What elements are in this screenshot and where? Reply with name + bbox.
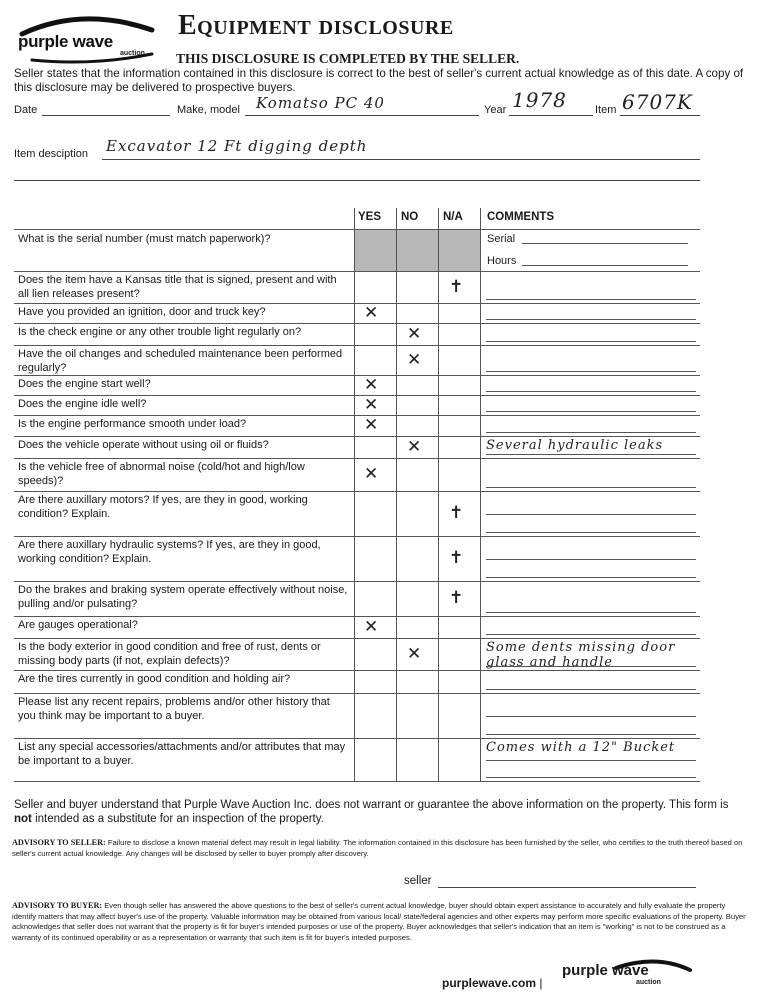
- answer-cell-no[interactable]: [398, 581, 439, 616]
- description-field-line2[interactable]: [14, 180, 700, 181]
- no-header: NO: [401, 211, 419, 223]
- answer-cell-no[interactable]: [398, 395, 439, 415]
- hours-field[interactable]: [522, 265, 688, 266]
- comment-text: Comes with a 12" Bucket: [486, 740, 676, 755]
- answer-cell-na[interactable]: [440, 638, 481, 670]
- check-mark-yes: ✕: [364, 415, 379, 435]
- answer-cell-yes[interactable]: [355, 738, 396, 781]
- year-label: Year: [484, 104, 507, 116]
- logo-subtext: auction: [120, 50, 145, 57]
- hours-label: Hours: [487, 255, 517, 267]
- comment-line[interactable]: [486, 411, 696, 412]
- advisory-seller-text: Failure to disclose a known material defect may result in legal liability. The information contained in this disclosure has been furnished by the seller, who certifies to the truth thereof based on seller's current actual knowledge. Any changes will be disclosed by seller to buyer promply after discovery.: [12, 838, 743, 858]
- answer-cell-na[interactable]: [440, 458, 481, 491]
- check-mark-no: ✕: [407, 436, 422, 457]
- date-label: Date: [14, 104, 38, 116]
- answer-cell-yes[interactable]: [355, 271, 396, 303]
- question-text: What is the serial number (must match paperwork)?: [18, 233, 271, 245]
- answer-cell-na[interactable]: [440, 616, 481, 638]
- footer-logo-text: purple wave: [562, 962, 649, 979]
- answer-cell-yes[interactable]: [355, 581, 396, 616]
- answer-cell-yes[interactable]: [355, 436, 396, 458]
- page-title: [178, 10, 454, 42]
- answer-cell-no[interactable]: [398, 415, 439, 436]
- description-value: Excavator 12 Ft digging depth: [106, 137, 368, 155]
- check-mark-na: ✝: [449, 588, 464, 608]
- date-field[interactable]: [42, 115, 170, 116]
- comment-line[interactable]: [486, 341, 696, 342]
- warranty-pre: Seller and buyer understand that Purple Wave Auction Inc. does not warrant or guarantee the above information on the property. This form is: [14, 799, 729, 811]
- question-text: Please list any recent repairs, problems and/or other history that you think may be important to a buyer.: [18, 696, 330, 722]
- answer-cell-na[interactable]: [440, 693, 481, 738]
- item-label: Item: [595, 104, 617, 116]
- answer-cell-yes[interactable]: [355, 491, 396, 536]
- answer-cell-no[interactable]: [398, 303, 439, 323]
- question-text: List any special accessories/attachments and/or attributes that may be important to a buyer.: [18, 741, 346, 767]
- advisory-buyer-label: ADVISORY TO BUYER:: [12, 901, 103, 910]
- answer-cell-no[interactable]: [398, 271, 439, 303]
- question-text: Is the vehicle free of abnormal noise (cold/hot and high/low speeds)?: [18, 461, 305, 487]
- check-mark-yes: ✕: [364, 302, 379, 323]
- item-field[interactable]: [620, 115, 700, 116]
- comment-line[interactable]: [486, 514, 696, 515]
- answer-cell-na[interactable]: [440, 436, 481, 458]
- check-mark-yes: ✕: [364, 374, 379, 395]
- comments-header: COMMENTS: [487, 211, 555, 223]
- comment-line[interactable]: [486, 689, 696, 690]
- check-mark-no: ✕: [407, 349, 422, 370]
- item-value: 6707K: [622, 90, 693, 114]
- answer-cell-na[interactable]: [440, 375, 481, 395]
- comment-line[interactable]: [486, 299, 696, 300]
- question-text: Is the engine performance smooth under load?: [18, 418, 247, 430]
- page-subtitle: THIS DISCLOSURE IS COMPLETED BY THE SELLER.: [176, 51, 520, 66]
- answer-cell-na[interactable]: [440, 303, 481, 323]
- answer-cell-no[interactable]: [398, 491, 439, 536]
- description-field[interactable]: [102, 159, 700, 160]
- na-header: N/A: [443, 211, 463, 223]
- comment-text: Several hydraulic leaks: [486, 438, 664, 453]
- warranty-post: intended as a substitute for an inspection of the property.: [31, 813, 324, 825]
- answer-cell-na[interactable]: [440, 395, 481, 415]
- footer-logo-subtext: auction: [636, 979, 661, 986]
- description-label: Item desciption: [14, 148, 88, 160]
- answer-cell-no[interactable]: [398, 693, 439, 738]
- make-model-label: Make, model: [177, 104, 240, 116]
- comment-line[interactable]: [486, 532, 696, 533]
- check-mark-na: ✝: [449, 548, 464, 568]
- serial-label: Serial: [487, 233, 516, 245]
- comment-line[interactable]: [486, 734, 696, 735]
- seller-signature-label: seller: [404, 875, 432, 887]
- advisory-to-buyer: [12, 901, 750, 943]
- row-divider: [14, 781, 700, 782]
- advisory-to-seller: [12, 838, 750, 859]
- answer-cell-yes[interactable]: [355, 345, 396, 375]
- question-text: Are there auxillary motors? If yes, are they in good, working condition? Explain.: [18, 494, 308, 520]
- comment-line[interactable]: [486, 777, 696, 778]
- check-mark-na: ✝: [449, 503, 464, 523]
- question-text: Are the tires currently in good condition and holding air?: [18, 673, 291, 685]
- answer-cell-yes[interactable]: [355, 638, 396, 670]
- check-mark-no: ✕: [407, 643, 422, 664]
- comment-line[interactable]: [486, 559, 696, 560]
- question-text: Does the item have a Kansas title that is signed, present and with all lien releases present?: [18, 274, 337, 300]
- advisory-seller-label: ADVISORY TO SELLER:: [12, 838, 106, 847]
- comment-line[interactable]: [486, 432, 696, 433]
- question-text: Have the oil changes and scheduled maintenance been performed regularly?: [18, 348, 343, 374]
- answer-cell-yes[interactable]: [355, 670, 396, 693]
- yes-header: YES: [358, 211, 382, 223]
- answer-cell-na: [440, 229, 481, 271]
- question-text: Does the engine idle well?: [18, 398, 147, 410]
- check-mark-na: ✝: [449, 276, 464, 297]
- make-model-field[interactable]: [245, 115, 479, 116]
- question-text: Are gauges operational?: [18, 619, 138, 631]
- answer-cell-no[interactable]: [398, 670, 439, 693]
- question-text: Is the body exterior in good condition and free of rust, dents or missing body parts (if not, explain defects)?: [18, 641, 321, 667]
- question-text: Does the engine start well?: [18, 378, 151, 390]
- check-mark-no: ✕: [407, 323, 422, 344]
- answer-cell-no[interactable]: [398, 458, 439, 491]
- year-value: 1978: [512, 88, 567, 112]
- make-model-value: Komatso PC 40: [256, 94, 385, 112]
- comment-line[interactable]: [486, 716, 696, 717]
- answer-cell-yes: [355, 229, 396, 271]
- comment-line[interactable]: [486, 454, 696, 455]
- answer-cell-no: [398, 229, 439, 271]
- answer-cell-na[interactable]: [440, 415, 481, 436]
- seller-statement: Seller states that the information contained in this disclosure is correct to the best of seller's current actual knowledge as of this date. A copy of this disclosure may be delivered to prospective buyers.: [14, 67, 744, 94]
- answer-cell-na[interactable]: [440, 345, 481, 375]
- answer-cell-yes[interactable]: [355, 536, 396, 581]
- seller-signature-field[interactable]: [438, 887, 696, 888]
- answer-cell-no[interactable]: [398, 738, 439, 781]
- answer-cell-na[interactable]: [440, 323, 481, 345]
- check-mark-yes: ✕: [364, 616, 379, 637]
- answer-cell-na[interactable]: [440, 670, 481, 693]
- comment-line[interactable]: [486, 319, 696, 320]
- answer-cell-no[interactable]: [398, 616, 439, 638]
- footer-logo: [556, 958, 696, 998]
- check-mark-yes: ✕: [364, 394, 379, 415]
- advisory-buyer-text: Even though seller has answered the above questions to the best of seller's current actual knowledge, buyer should obtain expert assistance to accurately and fully evaluate the property identify matters that may affect buyer's use of the property. Valuable information may be obtained from various local/ state/federal agencies and other experts may perform more specific evaluations of the property. Buyer acknowledges that seller does not warrant that the property is fit for buyer's intended purposes or use of the property. Buyer acknowledges that seller's indication that an item is "working" is not to be construed as a warranty of its continued operability or as a representation or warranty that such item is fit for buyer's inteded purposes.: [12, 901, 746, 942]
- question-text: Do the brakes and braking system operate effectively without noise, pulling and/or pulsating?: [18, 584, 348, 610]
- year-field[interactable]: [509, 115, 593, 116]
- warranty-statement: [14, 798, 744, 826]
- comment-text: Some dents missing door glass and handle: [486, 640, 676, 670]
- check-mark-yes: ✕: [364, 464, 379, 484]
- question-text: Is the check engine or any other trouble light regularly on?: [18, 326, 302, 338]
- website-link[interactable]: purplewave.com |: [442, 976, 543, 990]
- comment-line[interactable]: [486, 634, 696, 635]
- website-text[interactable]: purplewave.com: [442, 976, 537, 990]
- warranty-bold: not: [14, 813, 32, 825]
- comment-line[interactable]: [486, 577, 696, 578]
- column-divider: [396, 208, 397, 781]
- purple-wave-logo: [12, 14, 162, 64]
- comment-line[interactable]: [486, 391, 696, 392]
- question-text: Does the vehicle operate without using oil or fluids?: [18, 439, 269, 451]
- answer-cell-no[interactable]: [398, 536, 439, 581]
- answer-cell-yes[interactable]: [355, 693, 396, 738]
- question-text: Are there auxillary hydraulic systems? If yes, are they in good, working condition? Explain.: [18, 539, 321, 565]
- comment-line[interactable]: [486, 487, 696, 488]
- comment-line[interactable]: [486, 612, 696, 613]
- comment-line[interactable]: [486, 371, 696, 372]
- answer-cell-na[interactable]: [440, 738, 481, 781]
- answer-cell-yes[interactable]: [355, 323, 396, 345]
- title-text: Equipment disclosure: [178, 10, 454, 41]
- serial-field[interactable]: [522, 243, 688, 244]
- question-text: Have you provided an ignition, door and truck key?: [18, 306, 266, 318]
- comment-line[interactable]: [486, 760, 696, 761]
- logo-text: purple wave: [18, 32, 113, 51]
- answer-cell-no[interactable]: [398, 375, 439, 395]
